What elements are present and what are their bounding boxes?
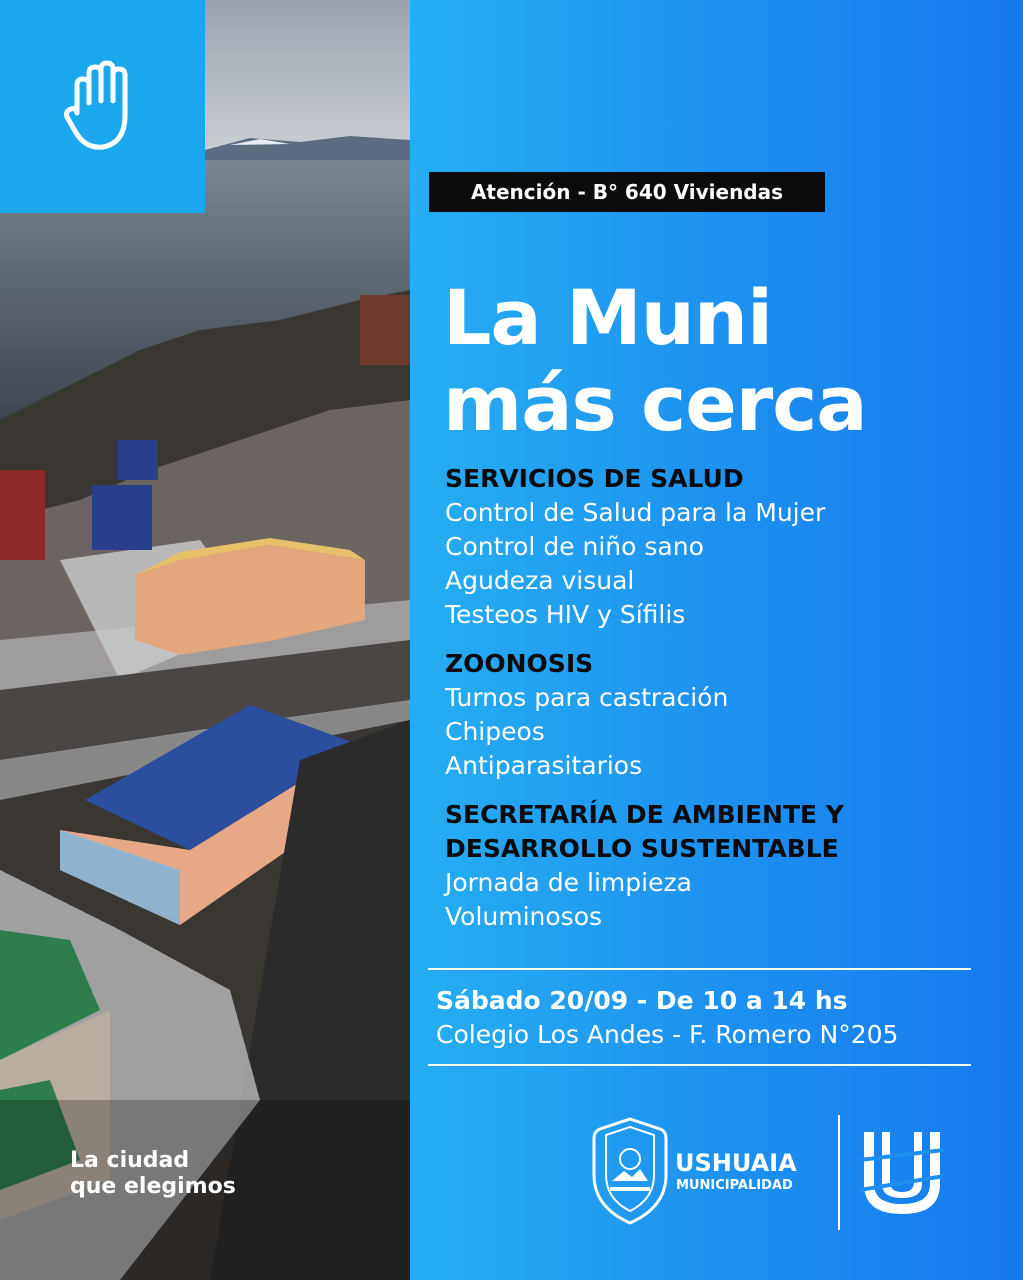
- tagline-line-1: La ciudad: [70, 1148, 190, 1173]
- tagline: [70, 1148, 236, 1200]
- section-title: SECRETARÍA DE AMBIENTE Y: [445, 800, 844, 829]
- list-item: Chipeos: [445, 717, 545, 746]
- list-item: Control de Salud para la Mujer: [445, 498, 826, 527]
- headline-line-1: La Muni: [443, 273, 773, 362]
- event-place: Colegio Los Andes - F. Romero N°205: [436, 1020, 899, 1049]
- headline: [443, 275, 867, 447]
- logo-subtitle: MUNICIPALIDAD: [676, 1178, 793, 1193]
- divider-bottom: [428, 1064, 971, 1066]
- section-title: DESARROLLO SUSTENTABLE: [445, 834, 839, 863]
- headline-line-2: más cerca: [443, 359, 867, 448]
- list-item: Jornada de limpieza: [445, 868, 692, 897]
- u-brand-icon: [860, 1128, 944, 1218]
- list-item: Voluminosos: [445, 902, 603, 931]
- shield-emblem-icon: [590, 1115, 670, 1227]
- tagline-line-2: que elegimos: [70, 1174, 236, 1199]
- hand-icon-box: [0, 0, 205, 213]
- divider-top: [428, 968, 971, 970]
- list-item: Agudeza visual: [445, 566, 635, 595]
- list-item: Testeos HIV y Sífilis: [445, 600, 686, 629]
- section-zoonosis: [445, 647, 728, 783]
- list-item: Control de niño sano: [445, 532, 704, 561]
- list-item: Turnos para castración: [445, 683, 729, 712]
- location-badge: Atención - B° 640 Viviendas: [429, 172, 825, 212]
- section-environment: [445, 798, 844, 934]
- hand-icon: [63, 59, 143, 155]
- section-title: SERVICIOS DE SALUD: [445, 464, 744, 493]
- section-health: [445, 462, 825, 632]
- logo-name: USHUAIA: [675, 1149, 797, 1177]
- municipality-logo: [590, 1115, 670, 1231]
- event-date: Sábado 20/09 - De 10 a 14 hs: [436, 986, 848, 1015]
- list-item: Antiparasitarios: [445, 751, 643, 780]
- section-title: ZOONOSIS: [445, 649, 594, 678]
- logo-divider: [838, 1115, 840, 1230]
